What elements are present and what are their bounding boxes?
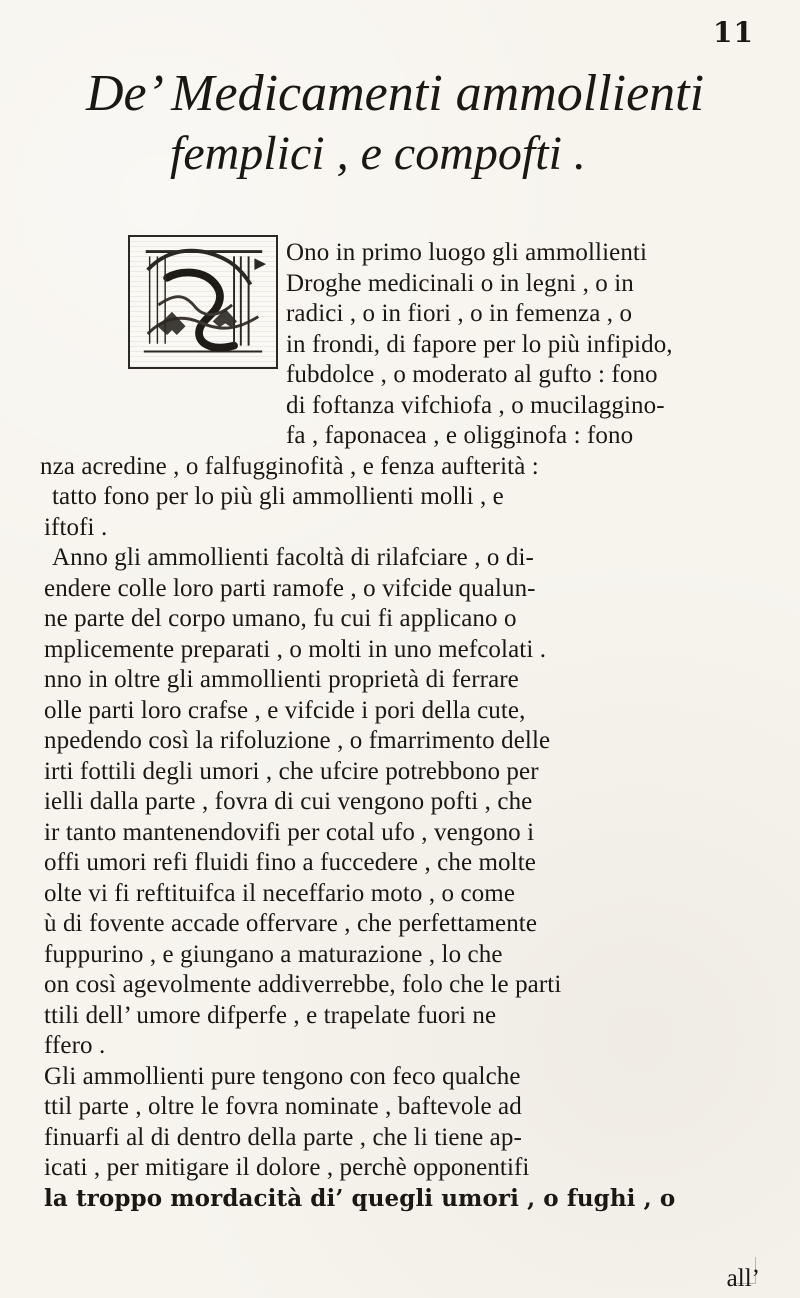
text-line-10: iftofi . [44, 513, 108, 541]
text-line-7: fa , faponacea , e oligginofa : fono [286, 422, 634, 449]
text-line-22: olte vi fi reftituifca il neceffario moto , o come [44, 879, 516, 907]
text-line-31: icati , per mitigare il dolore , perchè opponentifi [44, 1154, 530, 1181]
text-line-5: fubdolce , o moderato al gufto : fono [286, 361, 658, 388]
text-line-27: ffero . [44, 1032, 106, 1059]
text-line-21: offi umori refi fluidi fino a fuccedere , che molte [44, 849, 536, 876]
text-line-30: finuarfi al di dentro della parte , che li tiene ap- [44, 1123, 522, 1151]
chapter-title-line-1: De’ Medicamenti ammollienti [86, 65, 705, 122]
text-line-14: mplicemente preparati , o molti in uno mefcolati . [44, 635, 547, 663]
chapter-title-line-2: femplici , e compofti . [170, 127, 586, 180]
page-number: 11 [713, 16, 754, 49]
text-line-17: npedendo così la rifoluzione , o fmarrimento delle [44, 727, 551, 754]
text-line-19: ielli dalla parte , fovra di cui vengono pofti , che [44, 788, 533, 815]
text-line-18: irti fottili degli umori , che ufcire potrebbono per [44, 757, 539, 785]
text-line-9: tatto fono per lo più gli ammollienti molli , e [52, 483, 504, 510]
body-text [40, 238, 764, 1214]
text-line-32: la troppo mordacità di’ quegli umori , o fughi , o [44, 1184, 676, 1212]
text-line-8: nza acredine , o falfugginofità , e fenza aufterità : [40, 452, 539, 480]
text-line-1: Ono in primo luogo gli ammollienti [286, 239, 648, 266]
text-line-29: ttil parte , oltre le fovra nominate , baftevole ad [44, 1093, 522, 1120]
text-line-12: endere colle loro parti ramofe , o vifcide qualun- [44, 574, 536, 602]
text-line-2: Droghe medicinali o in legni , o in [286, 269, 634, 297]
text-line-25: on così agevolmente addiverrebbe, folo che le parti [44, 971, 562, 998]
text-line-11: Anno gli ammollienti facoltà di rilafciare , o di- [52, 544, 534, 571]
text-line-13: ne parte del corpo umano, fu cui fi applicano o [44, 605, 517, 632]
text-line-3: radici , o in fiori , o in femenza , o [286, 300, 633, 327]
text-line-28: Gli ammollienti pure tengono con feco qualche [44, 1062, 521, 1090]
text-line-26: ttili dell’ umore difperfe , e trapelate fuori ne [44, 1001, 497, 1029]
text-line-16: olle parti loro crafse , e vifcide i pori della cute, [44, 696, 526, 724]
text-line-15: nno in oltre gli ammollienti proprietà di ferrare [44, 666, 519, 693]
text-line-23: ù di fovente accade offervare , che perfettamente [44, 910, 538, 937]
text-line-4: in frondi, di fapore per lo più infipido, [286, 330, 673, 358]
text-line-20: ir tanto mantenendovifi per cotal ufo , vengono i [44, 818, 535, 846]
catchword: all’ [726, 1265, 760, 1292]
text-line-24: fuppurino , e giungano a maturazione , lo che [44, 940, 503, 968]
text-line-6: di foftanza vifchiofa , o mucilaggino- [286, 391, 665, 419]
